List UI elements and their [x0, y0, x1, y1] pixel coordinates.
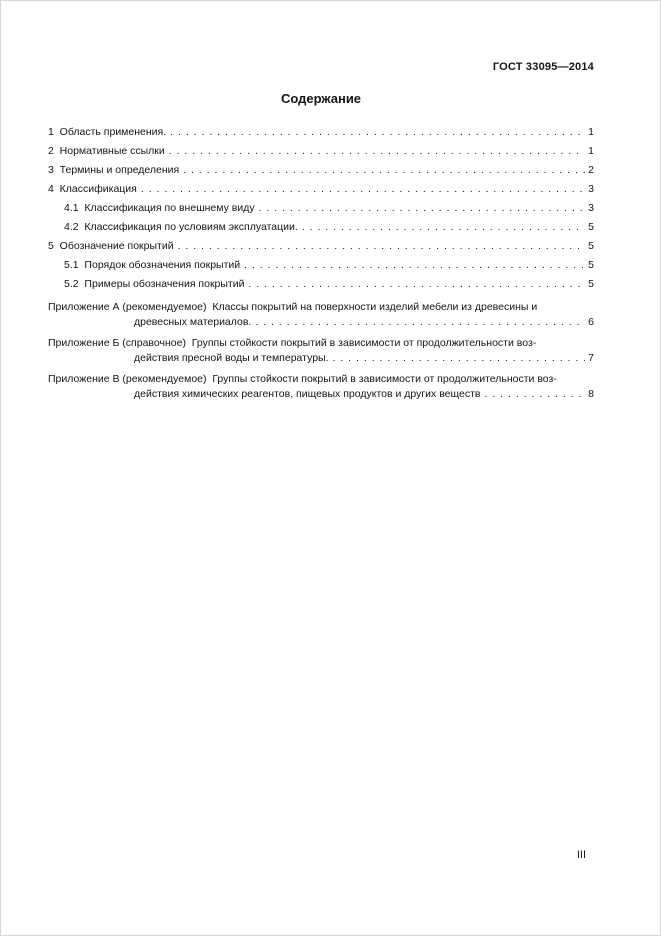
toc-entry-page: 3	[588, 183, 594, 195]
page-content	[1, 1, 660, 402]
toc-appendix-v	[48, 372, 594, 402]
toc-entry-label: 4 Классификация	[48, 183, 137, 195]
dot-leader	[178, 237, 586, 256]
toc-appendix-line2	[134, 387, 594, 402]
toc-entry-page: 5	[588, 240, 594, 252]
toc-entry	[48, 199, 594, 218]
toc-entry-label: 5.2 Примеры обозначения покрытий	[64, 278, 245, 290]
dot-leader	[248, 275, 585, 294]
toc-entry	[48, 180, 594, 199]
table-of-contents	[48, 123, 594, 402]
dot-leader	[183, 161, 585, 180]
toc-entry-page: 3	[588, 202, 594, 214]
dot-leader	[333, 351, 586, 366]
toc-entry-label: 5.1 Порядок обозначения покрытий	[64, 259, 241, 271]
toc-appendix-line2	[134, 351, 594, 366]
toc-entry	[48, 142, 594, 161]
doc-number: ГОСТ 33095—2014	[492, 61, 594, 73]
toc-appendix-line2	[134, 315, 594, 330]
dot-leader	[259, 199, 586, 218]
toc-entry-page: 5	[588, 221, 594, 233]
toc-entry-page: 7	[588, 352, 594, 364]
toc-entry-label: 4.1 Классификация по внешнему виду	[64, 202, 255, 214]
toc-entry-page: 5	[588, 259, 594, 271]
toc-entry-page: 2	[588, 164, 594, 176]
toc-entry-page: 5	[588, 278, 594, 290]
toc-entry-label: 2 Нормативные ссылки	[48, 145, 165, 157]
dot-leader	[170, 123, 585, 142]
dot-leader	[141, 180, 585, 199]
footer-page-number: III	[576, 849, 586, 861]
toc-entry-page: 1	[588, 145, 594, 157]
toc-entry	[48, 218, 594, 237]
dot-leader	[485, 387, 586, 402]
toc-appendix-continuation: действия химических реагентов, пищевых продуктов и других веществ	[134, 388, 481, 400]
toc-appendix-continuation: древесных материалов.	[134, 316, 252, 328]
toc-entry-page: 1	[588, 126, 594, 138]
toc-entry	[48, 237, 594, 256]
toc-appendix-a	[48, 300, 594, 330]
dot-leader	[302, 218, 585, 237]
toc-entry-label: 5 Обозначение покрытий	[48, 240, 174, 252]
dot-leader	[169, 142, 585, 161]
toc-entry	[48, 123, 594, 142]
toc-entry	[48, 161, 594, 180]
toc-appendix-line1: Приложение В (рекомендуемое) Группы стойкости покрытий в зависимости от продолжительности воз-	[48, 373, 557, 385]
dot-leader	[244, 256, 585, 275]
toc-appendix-b	[48, 336, 594, 366]
toc-entry-label: 1 Область применения.	[48, 126, 167, 138]
toc-appendix-line1: Приложение Б (справочное) Группы стойкости покрытий в зависимости от продолжительности воз-	[48, 337, 537, 349]
toc-entry-page: 8	[588, 388, 594, 400]
toc-entry-label: 3 Термины и определения	[48, 164, 180, 176]
toc-entry-page: 6	[588, 316, 594, 328]
toc-appendix-line1: Приложение А (рекомендуемое) Классы покрытий на поверхности изделий мебели из древесины и	[48, 301, 538, 313]
toc-entry	[48, 256, 594, 275]
page-title: Содержание	[280, 91, 362, 106]
toc-appendix-continuation: действия пресной воды и температуры.	[134, 352, 329, 364]
toc-entry	[48, 275, 594, 294]
toc-entry-label: 4.2 Классификация по условиям эксплуатации.	[64, 221, 298, 233]
dot-leader	[255, 315, 585, 330]
